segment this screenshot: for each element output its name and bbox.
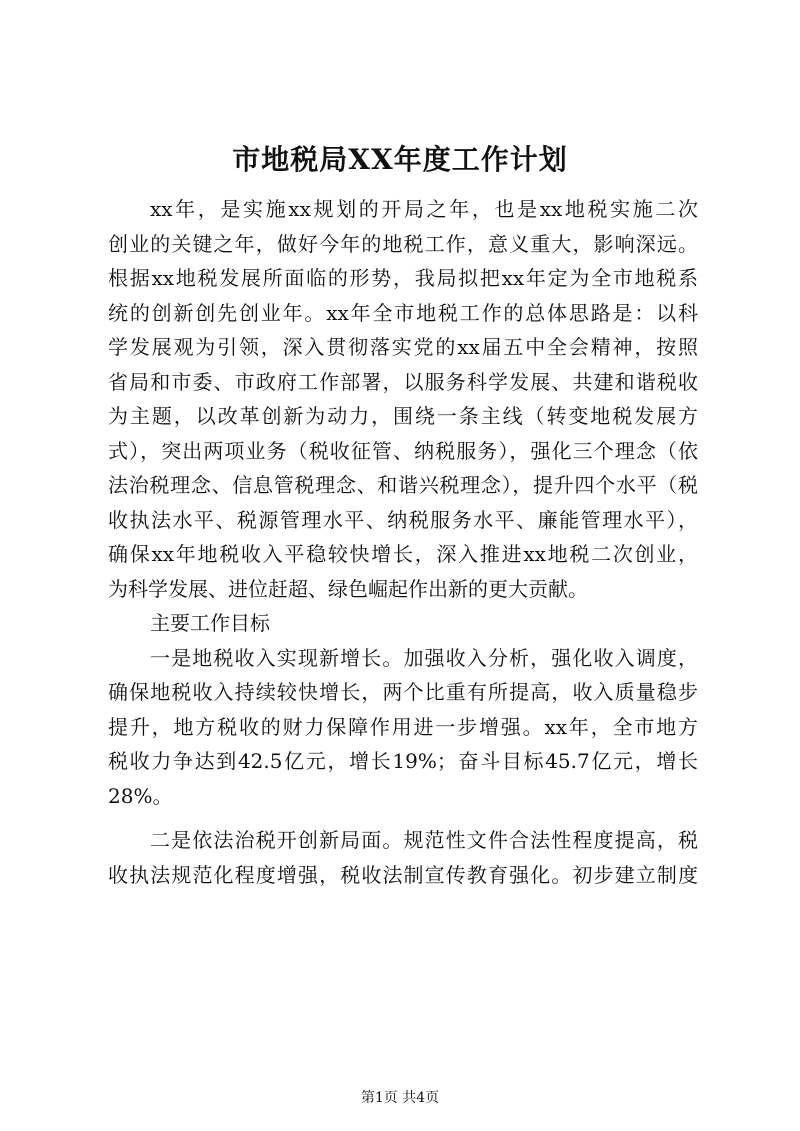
- paragraph-line: 确保xx年地税收入平稳较快增长，深入推进xx地税二次创业，: [108, 542, 698, 566]
- page-footer: 第1页 共4页: [360, 1090, 440, 1106]
- document-body: [108, 192, 698, 892]
- paragraph-line: 统的创新创先创业年。xx年全市地税工作的总体思路是：以科: [108, 300, 698, 325]
- paragraph-line: 式），突出两项业务（税收征管、纳税服务），强化三个理念（依: [108, 438, 698, 463]
- paragraph-overall-plan: [108, 192, 698, 606]
- paragraph-line: 法治税理念、信息管税理念、和谐兴税理念），提升四个水平（税: [108, 473, 698, 497]
- paragraph-line: 收执法规范化程度增强，税收法制宣传教育强化。初步建立制度: [108, 862, 698, 887]
- paragraph-line: 根据xx地税发展所面临的形势，我局拟把xx年定为全市地税系: [108, 266, 698, 290]
- paragraph-line: 收执法水平、税源管理水平、纳税服务水平、廉能管理水平），: [108, 507, 698, 532]
- paragraph-line: 税收力争达到42.5亿元，增长19%；奋斗目标45.7亿元，增长: [108, 749, 698, 773]
- paragraph-line: 二是依法治税开创新局面。规范性文件合法性程度提高，税: [150, 828, 698, 852]
- paragraph-revenue-goal: [108, 641, 698, 814]
- paragraph-line: 学发展观为引领，深入贯彻落实党的xx届五中全会精神，按照: [108, 335, 698, 359]
- paragraph-line: 为主题，以改革创新为动力，围绕一条主线（转变地税发展方: [108, 404, 698, 428]
- paragraph-line: 一是地税收入实现新增长。加强收入分析，强化收入调度，: [150, 645, 698, 670]
- paragraph-line: 为科学发展、进位赶超、绿色崛起作出新的更大贡献。: [108, 576, 588, 601]
- paragraph-line: 创业的关键之年，做好今年的地税工作，意义重大，影响深远。: [108, 231, 698, 256]
- paragraph-rule-of-law-goal: [108, 823, 698, 892]
- paragraph-line: 确保地税收入持续较快增长，两个比重有所提高，收入质量稳步: [108, 680, 698, 704]
- paragraph-line: 28%。: [108, 783, 173, 808]
- document-title: 市地税局XX年度工作计划: [232, 143, 568, 176]
- section-heading: 主要工作目标: [150, 611, 270, 635]
- paragraph-line: 提升，地方税收的财力保障作用进一步增强。xx年，全市地方: [108, 714, 698, 739]
- paragraph-gap: [108, 813, 698, 823]
- paragraph-line: xx年，是实施xx规划的开局之年，也是xx地税实施二次: [150, 197, 698, 221]
- paragraph-line: 省局和市委、市政府工作部署，以服务科学发展、共建和谐税收: [108, 369, 698, 394]
